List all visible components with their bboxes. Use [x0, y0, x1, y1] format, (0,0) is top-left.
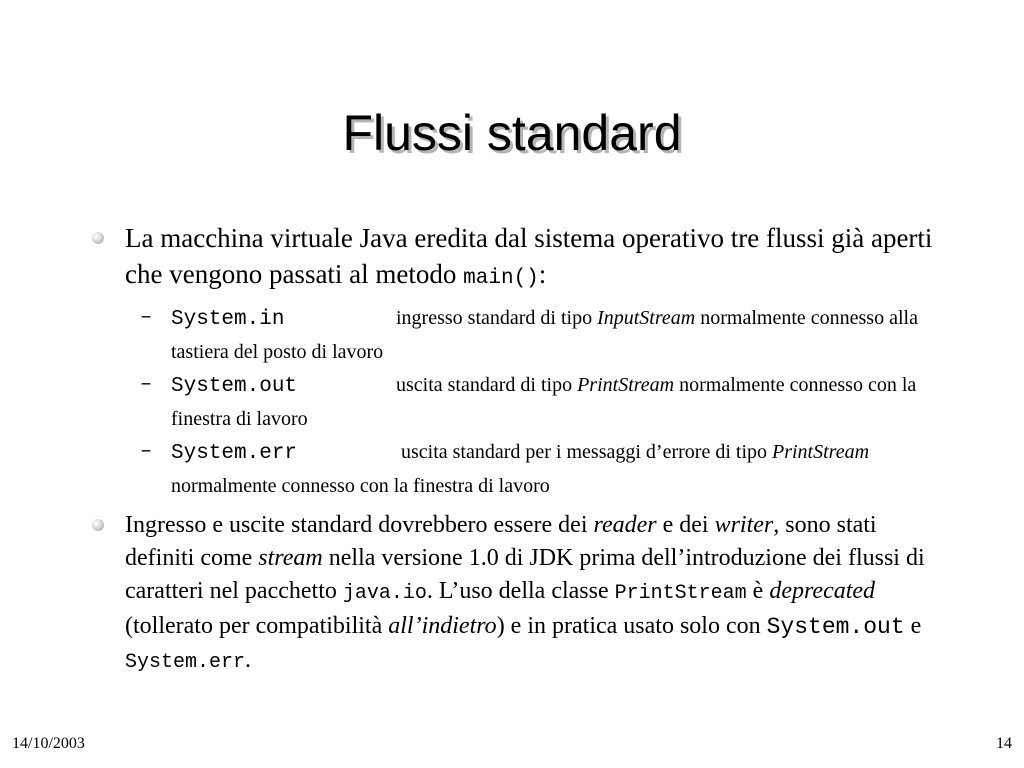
dash-icon: –: [140, 440, 153, 463]
text-run: . L’uso della classe: [426, 578, 615, 604]
italic-run: all’indietro: [388, 613, 497, 639]
code-run: java.io: [342, 582, 427, 605]
text-run: ) e in pratica usato solo con: [496, 613, 767, 639]
sub-bullet-code: System.err: [171, 442, 298, 465]
slide-title: Flussi standard: [342, 105, 682, 161]
bullet-1-text: La macchina virtuale Java eredita dal sistema operativo tre flussi già aperti che vengono passati al metodo: [125, 223, 933, 289]
code-run: System.out: [766, 614, 905, 640]
footer-date: 14/10/2003: [12, 735, 85, 752]
sub-bullet-system-in: [171, 302, 951, 368]
dash-icon: –: [140, 373, 153, 396]
sub-bullet-desc-b: normalmente connesso con la finestra di lavoro: [171, 374, 917, 430]
bullet-text-1: [125, 220, 945, 297]
text-run: nella versione 1.0 di JDK prima dell’introduzione dei flussi di caratteri nel pacchetto: [125, 545, 925, 604]
bullet-icon: [92, 232, 104, 244]
bullet-1-end: :: [538, 259, 547, 289]
sub-bullet-code: System.out: [171, 375, 298, 398]
text-run: e: [904, 613, 922, 639]
text-run: , sono stati definiti come: [125, 512, 877, 571]
text-run: (tollerato per compatibilità: [125, 613, 389, 639]
code-run: System.err: [125, 651, 246, 674]
sub-bullet-desc-b: normalmente connesso con la finestra di lavoro: [171, 475, 550, 497]
sub-bullet-system-err: [171, 436, 951, 502]
dash-icon: –: [140, 306, 153, 329]
italic-run: deprecated: [769, 578, 876, 604]
sub-bullet-type: PrintStream: [577, 374, 675, 396]
page-number: 14: [996, 735, 1012, 752]
sub-bullet-code: System.in: [171, 308, 285, 331]
text-run: Ingresso e uscite standard dovrebbero essere dei: [125, 512, 594, 538]
sub-bullet-desc-a: uscita standard di tipo: [396, 374, 578, 396]
sub-bullet-type: PrintStream: [772, 441, 870, 463]
code-run: PrintStream: [614, 582, 747, 605]
text-run: e dei: [656, 512, 715, 538]
bullet-1-code: main(): [463, 267, 539, 290]
bullet-icon: [92, 519, 104, 531]
sub-bullet-desc-a: ingresso standard di tipo: [396, 307, 598, 329]
italic-run: reader: [593, 512, 657, 538]
italic-run: writer: [714, 512, 774, 538]
sub-bullet-desc-b: normalmente connesso alla tastiera del posto di lavoro: [171, 307, 918, 363]
bullet-text-2: [125, 509, 945, 679]
sub-bullet-type: InputStream: [597, 307, 696, 329]
text-run: è: [746, 578, 770, 604]
text-run: .: [245, 647, 252, 673]
sub-bullet-system-out: [171, 369, 951, 435]
italic-run: stream: [258, 545, 323, 571]
sub-bullet-desc-a: uscita standard per i messaggi d’errore di tipo: [396, 441, 772, 463]
